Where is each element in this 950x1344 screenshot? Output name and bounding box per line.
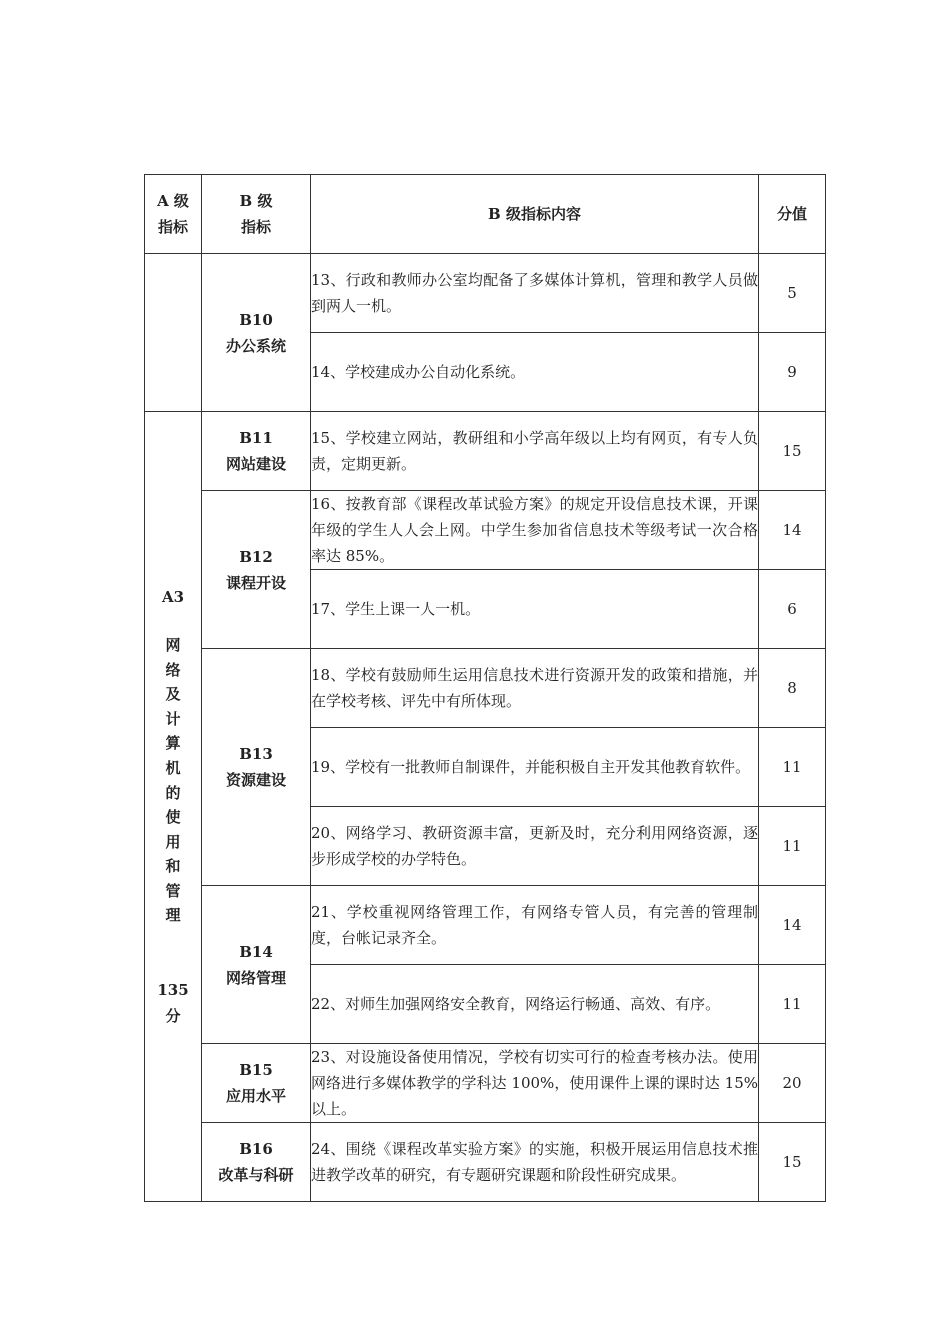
item-content: 24、围绕《课程改革实验方案》的实施，积极开展运用信息技术推进教学改革的研究，有专题研究课题和阶段性研究成果。 <box>311 1123 759 1202</box>
item-content: 18、学校有鼓励师生运用信息技术进行资源开发的政策和措施，并在学校考核、评先中有所体现。 <box>311 649 759 728</box>
b-name: 应用水平 <box>225 1087 286 1105</box>
item-score: 14 <box>759 886 826 965</box>
table-row <box>145 491 826 570</box>
table-row <box>145 1123 826 1202</box>
item-content: 22、对师生加强网络安全教育，网络运行畅通、高效、有序。 <box>311 965 759 1044</box>
item-content: 21、学校重视网络管理工作，有网络专管人员，有完善的管理制度，台帐记录齐全。 <box>311 886 759 965</box>
b-code: B12 <box>239 547 273 566</box>
a-code: A3 <box>161 587 185 606</box>
item-content: 16、按教育部《课程改革试验方案》的规定开设信息技术课，开课年级的学生人人会上网。中学生参加省信息技术等级考试一次合格率达 85%。 <box>311 491 759 570</box>
evaluation-table <box>144 174 826 1202</box>
item-score: 20 <box>759 1044 826 1123</box>
b-level-cell <box>202 491 311 649</box>
header-a-level: A 级 指标 <box>145 175 202 254</box>
a-level-empty-cell <box>145 254 202 412</box>
header-score: 分值 <box>759 175 826 254</box>
b-code: B13 <box>239 745 273 763</box>
b-level-cell <box>202 886 311 1044</box>
b-code: B15 <box>239 1061 273 1079</box>
table-row <box>145 412 826 491</box>
item-score: 11 <box>759 965 826 1044</box>
b-code: B14 <box>239 942 273 961</box>
b-name: 网络管理 <box>225 968 286 987</box>
table-row <box>145 1044 826 1123</box>
header-content: B 级指标内容 <box>311 175 759 254</box>
item-score: 15 <box>759 412 826 491</box>
b-level-cell <box>202 1044 311 1123</box>
item-score: 14 <box>759 491 826 570</box>
b-name: 资源建设 <box>225 771 286 789</box>
item-content: 19、学校有一批教师自制课件，并能积极自主开发其他教育软件。 <box>311 728 759 807</box>
item-content: 20、网络学习、教研资源丰富，更新及时，充分利用网络资源，逐步形成学校的办学特色。 <box>311 807 759 886</box>
item-score: 5 <box>759 254 826 333</box>
b-level-cell <box>202 254 311 412</box>
table-row <box>145 254 826 333</box>
a-name: 网络及计算机的使用和管理 <box>165 635 181 925</box>
b-code: B16 <box>239 1140 273 1158</box>
item-content: 23、对设施设备使用情况，学校有切实可行的检查考核办法。使用网络进行多媒体教学的学科达 100%，使用课件上课的课时达 15%以上。 <box>311 1044 759 1123</box>
a-level-cell <box>145 412 202 1202</box>
item-score: 11 <box>759 728 826 807</box>
item-content: 14、学校建成办公自动化系统。 <box>311 333 759 412</box>
header-row <box>145 175 826 254</box>
b-name: 网站建设 <box>225 455 286 473</box>
item-score: 8 <box>759 649 826 728</box>
b-name: 课程开设 <box>225 573 286 592</box>
a-points-unit: 分 <box>165 1007 181 1026</box>
b-code: B11 <box>239 429 273 447</box>
table-row <box>145 886 826 965</box>
item-score: 6 <box>759 570 826 649</box>
item-content: 15、学校建立网站，教研组和小学高年级以上均有网页，有专人负责，定期更新。 <box>311 412 759 491</box>
item-score: 15 <box>759 1123 826 1202</box>
a-points: 135 <box>157 981 189 1000</box>
b-level-cell <box>202 1123 311 1202</box>
item-content: 13、行政和教师办公室均配备了多媒体计算机，管理和教学人员做到两人一机。 <box>311 254 759 333</box>
b-name: 改革与科研 <box>218 1166 294 1184</box>
item-content: 17、学生上课一人一机。 <box>311 570 759 649</box>
table-row <box>145 649 826 728</box>
item-score: 11 <box>759 807 826 886</box>
b-code: B10 <box>239 310 273 329</box>
b-name: 办公系统 <box>225 336 286 355</box>
b-level-cell <box>202 649 311 886</box>
header-b-level: B 级 指标 <box>202 175 311 254</box>
b-level-cell <box>202 412 311 491</box>
item-score: 9 <box>759 333 826 412</box>
